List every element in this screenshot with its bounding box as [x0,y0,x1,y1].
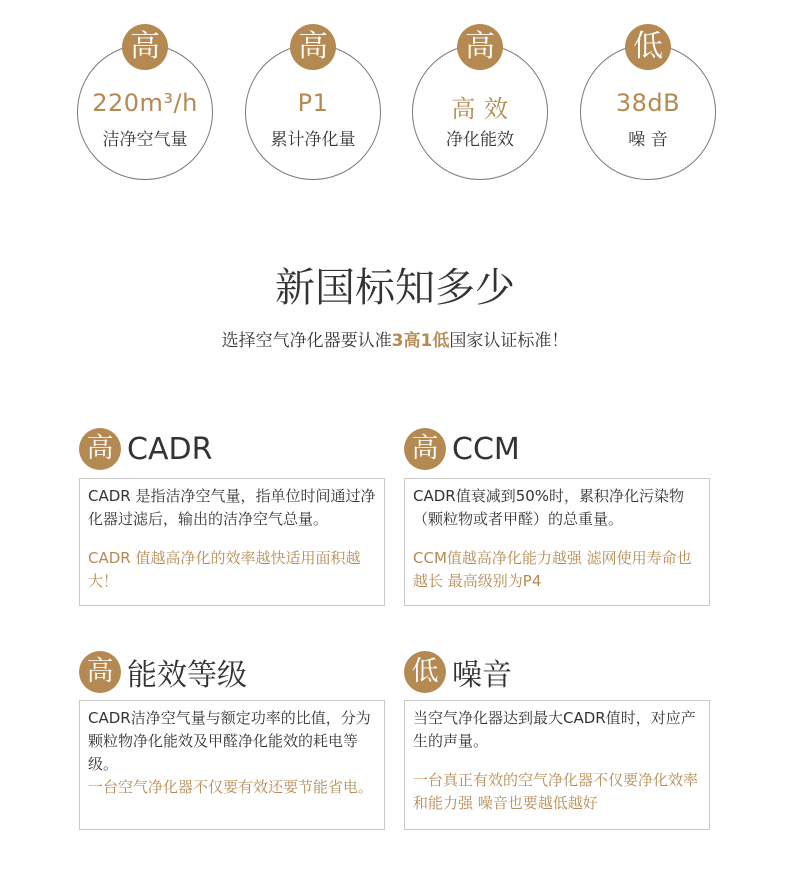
stat-badge-ccm [245,0,383,180]
card-note: CADR 值越高净化的效率越快适用面积越大！ [88,549,361,590]
info-card-cadr [79,478,385,606]
card-heading-efficiency [79,650,247,694]
level-badge: 高 [457,24,503,70]
info-card-noise [404,700,710,830]
stat-value: 38dB [615,89,681,117]
page-subtitle [0,326,790,351]
level-badge: 高 [404,428,446,470]
level-badge: 高 [122,24,168,70]
card-title: 能效等级 [127,658,247,693]
stat-label: 洁净空气量 [102,130,188,150]
card-heading-ccm [404,428,520,472]
stat-value: 220m³/h [92,89,198,117]
stat-badge-noise [580,0,718,180]
level-badge: 高 [290,24,336,70]
card-title: CADR [127,431,213,467]
card-title: CCM [452,431,520,467]
stat-label: 噪 音 [628,130,668,150]
info-card-ccm [404,478,710,606]
subtitle-highlight: 3高1低 [391,331,450,351]
stat-badge-efficiency [412,0,550,180]
card-note: 一台真正有效的空气净化器不仅要净化效率和能力强 噪音也要越低越好 [413,771,699,812]
subtitle-text: 选择空气净化器要认准 [221,331,392,351]
level-badge: 高 [79,428,121,470]
card-heading-cadr [79,428,212,472]
card-description: CADR 是指洁净空气量，指单位时间通过净化器过滤后，输出的洁净空气总量。 [88,487,376,528]
stat-label: 净化能效 [446,130,514,150]
page-title: 新国标知多少 [275,265,515,311]
stat-value: P1 [297,89,329,117]
card-note: 一台空气净化器不仅要有效还要节能省电。 [88,778,374,796]
card-description: 当空气净化器达到最大CADR值时，对应产生的声量。 [413,709,696,750]
level-badge: 低 [404,651,446,693]
card-description: CADR洁净空气量与额定功率的比值，分为颗粒物净化能效及甲醛净化能效的耗电等级。 [88,709,371,773]
info-card-efficiency [79,700,385,830]
card-note: CCM值越高净化能力越强 滤网使用寿命也越长 最高级别为P4 [413,549,692,590]
card-title: 噪音 [452,658,512,693]
level-badge: 低 [625,24,671,70]
level-badge: 高 [79,651,121,693]
stat-badge-cadr [77,0,215,180]
card-heading-noise [404,650,512,694]
stat-label: 累计净化量 [270,130,356,150]
card-description: CADR值衰减到50%时，累积净化污染物（颗粒物或者甲醛）的总重量。 [413,487,685,528]
subtitle-text: 国家认证标准！ [449,331,569,351]
stat-value: 高 效 [451,95,509,123]
